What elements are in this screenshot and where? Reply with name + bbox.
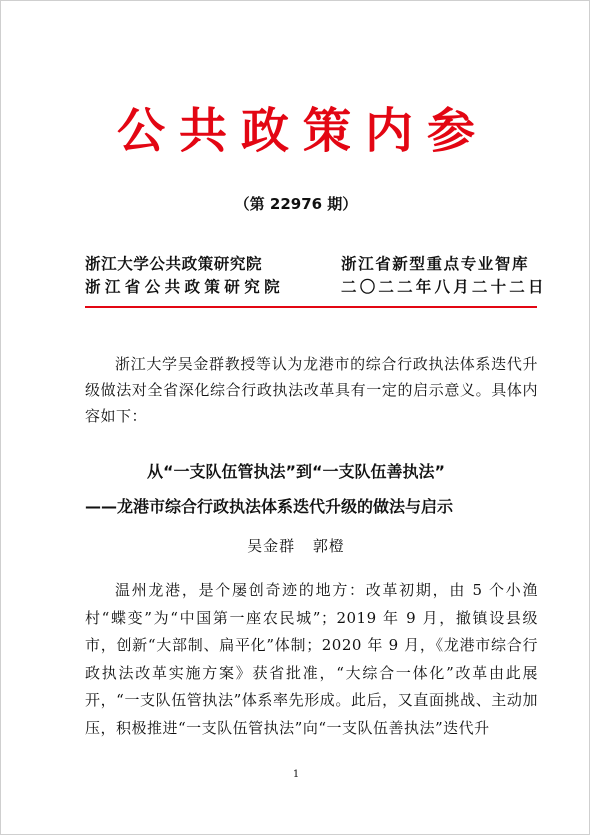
org-left-line2: 浙江省公共政策研究院 (85, 278, 285, 296)
publication-date: 二〇二二年八月二十二日 (341, 278, 547, 296)
header-divider (85, 306, 537, 308)
org-right-line1: 浙江省新型重点专业智库 (341, 255, 530, 273)
org-left-line1: 浙江大学公共政策研究院 (85, 255, 263, 273)
intro-paragraph: 浙江大学吴金群教授等认为龙港市的综合行政执法体系迭代升级做法对全省深化综合行政执法改革具有一定的启示意义。具体内容如下： (85, 355, 538, 425)
body-paragraph: 温州龙港，是个屡创奇迹的地方：改革初期，由 5 个小渔村“蝶变”为“中国第一座农民城”；2019 年 9 月，撤镇设县级市，创新“大部制、扁平化”体制；2020 年 9 月，《龙港市综合行政执法改革实施方案》获省批准，“大综合一体化”改革由此展开，“一支队伍管执法”体系率先形成。此后，又直面挑战、主动加压，积极推进“一支队伍管执法”向“一支队伍善执法”迭代升 (85, 581, 538, 737)
issue-number: （第 22976 期） (234, 195, 358, 213)
article-title: 从“一支队伍管执法”到“一支队伍善执法” (146, 462, 446, 481)
page-number: 1 (292, 769, 300, 780)
masthead-title: 公共政策内参 (116, 103, 489, 159)
article-authors: 吴金群 郭橙 (247, 537, 345, 555)
article-subtitle: ——龙港市综合行政执法体系迭代升级的做法与启示 (85, 497, 454, 516)
